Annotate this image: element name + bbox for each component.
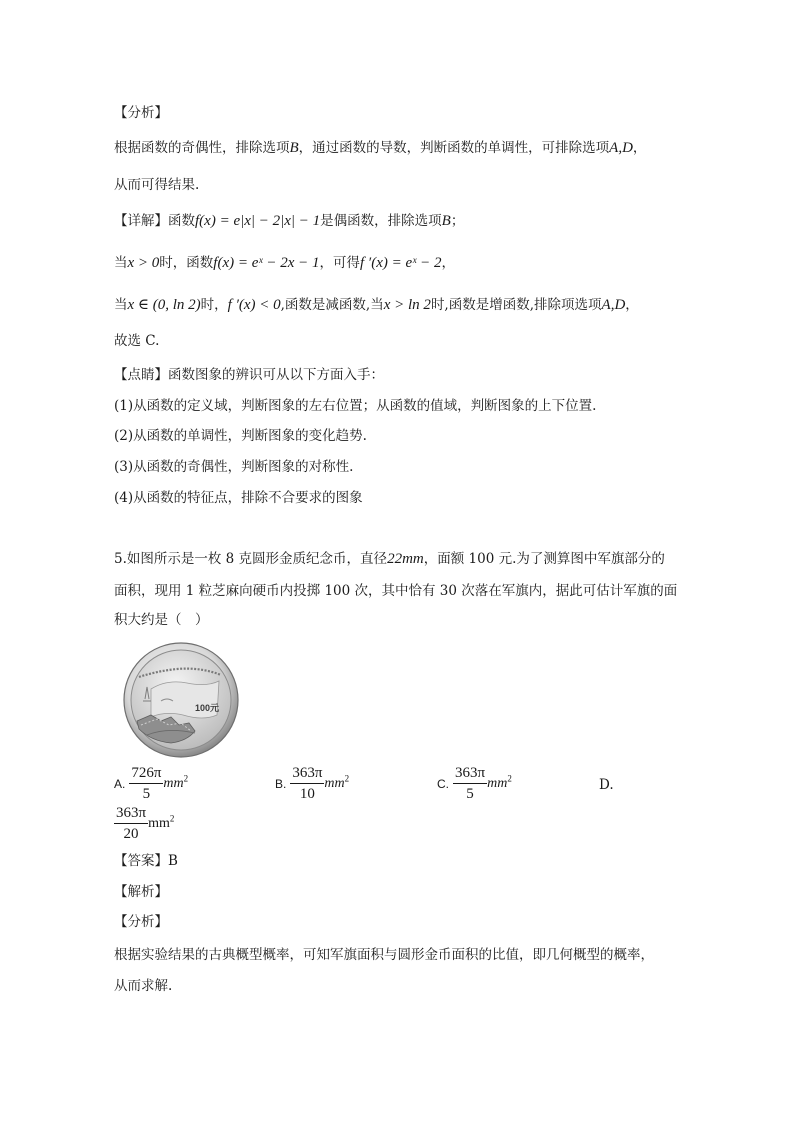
tips-item-4: (4)从函数的特征点，排除不合要求的图象 xyxy=(114,490,363,506)
answer-analysis-heading: 【分析】 xyxy=(114,914,168,930)
analysis-line-1: 根据函数的奇偶性，排除选项B，通过函数的导数，判断函数的单调性，可排除选项A,D， xyxy=(114,140,647,156)
question-line-1: 5.如图所示是一枚 8 克圆形金质纪念币，直径22mm，面额 100 元.为了测算图中军旗部分的 xyxy=(114,551,665,567)
option-b[interactable]: B. $\frac{363\pi}{10}$ $mm^2$ xyxy=(275,765,350,802)
detail-line-1: 【详解】函数f(x) = e|x| − 2|x| − 1是偶函数，排除选项B； xyxy=(114,213,465,229)
coin-illustration xyxy=(117,641,245,759)
tips-item-3: (3)从函数的奇偶性，判断图象的对称性. xyxy=(114,459,354,475)
option-d-label[interactable]: D. xyxy=(599,777,614,793)
question-line-2: 面积，现用 1 粒芝麻向硬币内投掷 100 次，其中恰有 30 次落在军旗内，据此可估计军旗的面 xyxy=(114,583,678,599)
detail-line-3: 当x ∈ (0, ln 2)时，f ′(x) < 0,函数是减函数,当x > ln 2时,函数是增函数,排除项选项A,D， xyxy=(114,297,639,313)
question-line-3: 积大约是（ ） xyxy=(114,612,209,628)
detail-line-2: 当x > 0时，函数f(x) = eˣ − 2x − 1，可得f ′(x) = eˣ − 2， xyxy=(114,255,455,271)
tips-item-1: (1)从函数的定义域，判断图象的左右位置；从函数的值域，判断图象的上下位置. xyxy=(114,398,597,414)
answer-line: 【答案】B xyxy=(114,853,178,869)
commemorative-coin-image xyxy=(117,641,245,759)
answer-analysis-line-2: 从而求解. xyxy=(114,978,173,994)
option-d[interactable]: $\frac{363\pi}{20}$ $mm^2$ xyxy=(116,805,175,842)
analysis-line-2: 从而可得结果. xyxy=(114,177,200,193)
option-c[interactable]: C. $\frac{363\pi}{5}$ $mm^2$ xyxy=(437,765,512,802)
coin-denomination: 100元 xyxy=(195,703,220,713)
analysis-heading: 【分析】 xyxy=(114,105,168,121)
formula-f-even: f(x) = e|x| − 2|x| − 1 xyxy=(195,213,321,229)
answer-analysis-line-1: 根据实验结果的古典概型概率，可知军旗面积与圆形金币面积的比值，即几何概型的概率， xyxy=(114,947,654,963)
option-a[interactable]: A. $\frac{726\pi}{5}$ $mm^2$ xyxy=(114,765,189,802)
detail-conclusion: 故选 C. xyxy=(114,333,160,349)
tips-heading: 【点睛】函数图象的辨识可从以下方面入手： xyxy=(114,367,384,383)
jiexi-heading: 【解析】 xyxy=(114,884,168,900)
tips-item-2: (2)从函数的单调性，判断图象的变化趋势. xyxy=(114,428,367,444)
